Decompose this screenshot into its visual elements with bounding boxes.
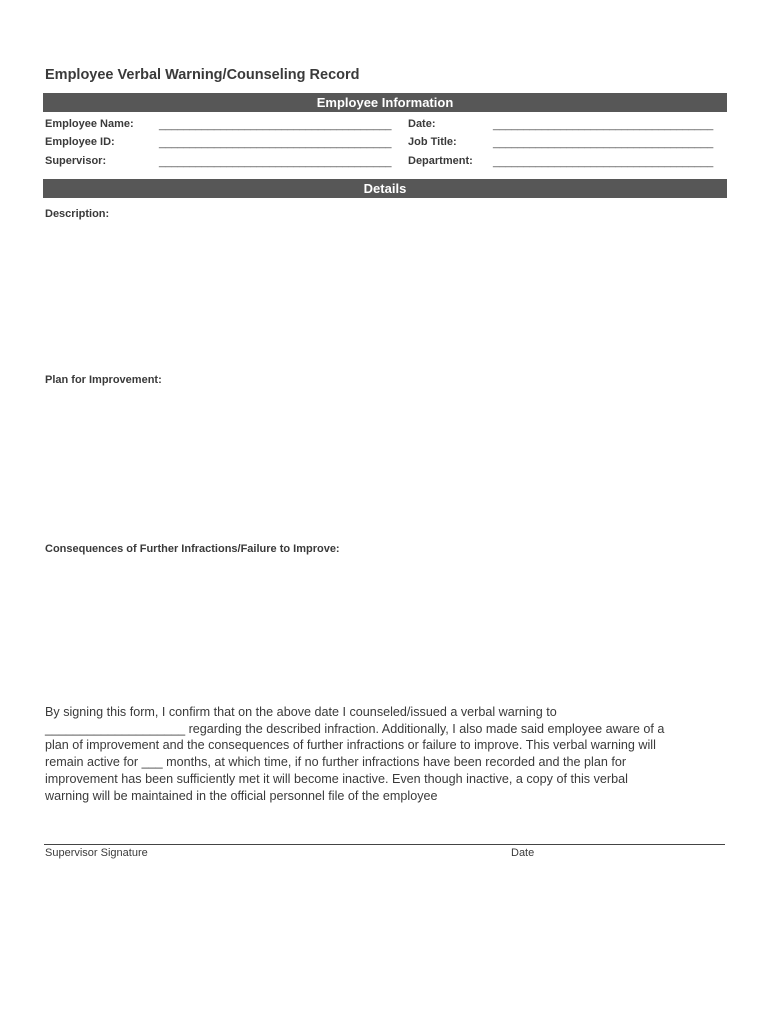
signature-line[interactable] xyxy=(44,844,725,845)
employee-name-field[interactable]: ______________________________________ xyxy=(159,119,392,131)
description-label: Description: xyxy=(45,208,110,220)
supervisor-signature-label: Supervisor Signature xyxy=(45,847,148,859)
confirmation-statement xyxy=(45,704,735,804)
department-field[interactable]: ____________________________________ xyxy=(493,156,714,168)
date-label: Date: xyxy=(408,118,436,130)
plan-for-improvement-label: Plan for Improvement: xyxy=(45,374,162,386)
statement-line: warning will be maintained in the official personnel file of the employee xyxy=(45,788,438,803)
supervisor-field[interactable]: ______________________________________ xyxy=(159,156,392,168)
employee-name-label: Employee Name: xyxy=(45,118,134,130)
statement-line: remain active for ___ months, at which time, if no further infractions have been recorded and the plan for xyxy=(45,755,627,770)
details-header: Details xyxy=(43,179,727,198)
statement-line: improvement has been sufficiently met it will become inactive. Even though inactive, a copy of this verbal xyxy=(45,771,628,786)
consequences-label: Consequences of Further Infractions/Failure to Improve: xyxy=(45,543,340,555)
job-title-label: Job Title: xyxy=(408,136,457,148)
department-label: Department: xyxy=(408,155,473,167)
date-field[interactable]: ____________________________________ xyxy=(493,119,714,131)
employee-id-label: Employee ID: xyxy=(45,136,115,148)
employee-information-header: Employee Information xyxy=(43,93,727,112)
employee-id-field[interactable]: ______________________________________ xyxy=(159,137,392,149)
job-title-field[interactable]: ____________________________________ xyxy=(493,137,714,149)
statement-line: plan of improvement and the consequences of further infractions or failure to improve. This verbal warning will xyxy=(45,738,656,753)
signature-date-label: Date xyxy=(511,847,535,859)
supervisor-label: Supervisor: xyxy=(45,155,107,167)
page-title: Employee Verbal Warning/Counseling Record xyxy=(45,67,360,83)
statement-line: By signing this form, I confirm that on the above date I counseled/issued a verbal warning to xyxy=(45,705,557,719)
statement-line: ____________________ regarding the described infraction. Additionally, I also made said employee aware of a xyxy=(45,721,665,736)
